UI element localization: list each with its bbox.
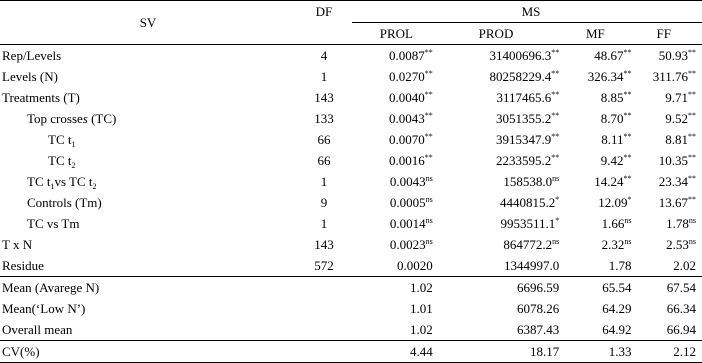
- table-row: [0, 150, 702, 171]
- prol-cell: [352, 171, 433, 192]
- significance: *: [628, 195, 632, 204]
- sv-cell: [0, 171, 296, 192]
- significance: **: [624, 132, 632, 141]
- table-row: [0, 87, 702, 108]
- significance: *: [555, 195, 559, 204]
- significance: **: [624, 174, 632, 183]
- header-sv: SV: [0, 1, 296, 45]
- prol-cell: 1.01: [352, 298, 433, 319]
- significance: **: [551, 48, 559, 57]
- ff-cell: 66.34: [632, 298, 702, 319]
- value: 0.0014: [390, 216, 426, 231]
- significance: **: [688, 153, 696, 162]
- significance: **: [688, 69, 696, 78]
- mf-cell: [559, 66, 631, 87]
- prol-cell: [352, 87, 433, 108]
- value: 0.0020: [397, 258, 433, 273]
- sv-subscript: 2: [71, 161, 75, 170]
- prod-cell: [433, 129, 560, 150]
- value: 864772.2: [503, 237, 552, 252]
- sv-cell: [0, 108, 296, 129]
- table-row: [0, 129, 702, 150]
- significance: *: [555, 216, 559, 225]
- mf-cell: [559, 129, 631, 150]
- sv-cell: Controls (Tm): [0, 192, 296, 213]
- significance: ns: [624, 216, 631, 225]
- value: 8.85: [601, 90, 624, 105]
- table-row: [0, 234, 702, 255]
- value: 31400696.3: [490, 48, 552, 63]
- value: 2.02: [673, 258, 696, 273]
- df-cell: 66: [296, 150, 352, 171]
- significance: **: [425, 90, 433, 99]
- mf-cell: [559, 45, 631, 67]
- value: 0.0043: [390, 174, 426, 189]
- prod-cell: [433, 192, 560, 213]
- significance: **: [551, 69, 559, 78]
- significance: ns: [689, 237, 696, 246]
- value: 311.76: [653, 69, 688, 84]
- prol-cell: [352, 192, 433, 213]
- value: 9.71: [665, 90, 688, 105]
- df-cell: 572: [296, 255, 352, 277]
- prol-cell: [352, 150, 433, 171]
- value: 0.0016: [389, 153, 425, 168]
- sv-cell: Treatments (T): [0, 87, 296, 108]
- prol-cell: [352, 45, 433, 67]
- mf-cell: [559, 234, 631, 255]
- ff-cell: [632, 108, 702, 129]
- header-row-1: [0, 1, 702, 23]
- significance: **: [624, 90, 632, 99]
- significance: **: [551, 90, 559, 99]
- value: 9953511.1: [500, 216, 555, 231]
- header-mf: MF: [559, 23, 631, 45]
- significance: ns: [426, 195, 433, 204]
- value: 9.52: [665, 111, 688, 126]
- ff-cell: [632, 171, 702, 192]
- value: 3117465.6: [496, 90, 551, 105]
- df-cell: 143: [296, 234, 352, 255]
- ff-cell: [632, 234, 702, 255]
- sv-text: TC t: [48, 153, 71, 168]
- value: 2.32: [602, 237, 625, 252]
- significance: **: [624, 153, 632, 162]
- sv-text: vs TC t: [54, 174, 92, 189]
- value: 0.0005: [390, 195, 426, 210]
- ff-cell: [632, 192, 702, 213]
- mf-cell: [559, 213, 631, 234]
- df-cell: [296, 277, 352, 299]
- df-cell: 143: [296, 87, 352, 108]
- significance: **: [551, 111, 559, 120]
- ff-cell: 67.54: [632, 277, 702, 299]
- value: 14.24: [594, 174, 623, 189]
- header-ms: MS: [352, 1, 702, 23]
- table-row: [0, 171, 702, 192]
- header-prol: PROL: [352, 23, 433, 45]
- value: 0.0270: [389, 69, 425, 84]
- prod-cell: [433, 255, 560, 277]
- significance: **: [688, 111, 696, 120]
- mf-cell: 64.29: [559, 298, 631, 319]
- mf-cell: [559, 171, 631, 192]
- mf-cell: [559, 87, 631, 108]
- significance: **: [624, 111, 632, 120]
- sv-text: TC t: [48, 132, 71, 147]
- value: 13.67: [659, 195, 688, 210]
- prod-cell: 6696.59: [433, 277, 560, 299]
- significance: **: [624, 48, 632, 57]
- sv-cell: Mean (Avarege N): [0, 277, 296, 299]
- df-cell: [296, 319, 352, 341]
- ff-cell: 2.12: [632, 341, 702, 363]
- value: 8.11: [601, 132, 623, 147]
- mf-cell: 65.54: [559, 277, 631, 299]
- prod-cell: [433, 108, 560, 129]
- ff-cell: [632, 255, 702, 277]
- sv-cell: [0, 150, 296, 171]
- significance: **: [551, 153, 559, 162]
- sv-cell: Mean(‘Low N’): [0, 298, 296, 319]
- prol-cell: [352, 213, 433, 234]
- sv-text: (TC): [88, 111, 117, 126]
- significance: **: [425, 48, 433, 57]
- df-cell: 4: [296, 45, 352, 67]
- prod-cell: [433, 45, 560, 67]
- table-row: [0, 108, 702, 129]
- ff-cell: 66.94: [632, 319, 702, 341]
- value: 8.70: [601, 111, 624, 126]
- value: 2233595.2: [496, 153, 551, 168]
- prod-cell: [433, 171, 560, 192]
- value: 0.0070: [389, 132, 425, 147]
- summary-row: [0, 319, 702, 341]
- significance: ns: [624, 237, 631, 246]
- prol-cell: [352, 108, 433, 129]
- value: 0.0023: [390, 237, 426, 252]
- header-prod: PROD: [433, 23, 560, 45]
- sv-cell: [0, 129, 296, 150]
- header-ff: FF: [632, 23, 702, 45]
- sv-cell: TC vs Tm: [0, 213, 296, 234]
- table-row: [0, 213, 702, 234]
- value: 1.78: [609, 258, 632, 273]
- value: 4440815.2: [500, 195, 555, 210]
- significance: **: [425, 153, 433, 162]
- value: 158538.0: [503, 174, 552, 189]
- significance: ns: [426, 237, 433, 246]
- sv-cell: Levels (N): [0, 66, 296, 87]
- significance: **: [688, 90, 696, 99]
- prod-cell: 18.17: [433, 341, 560, 363]
- ff-cell: [632, 45, 702, 67]
- df-cell: [296, 298, 352, 319]
- significance: **: [688, 132, 696, 141]
- summary-row: [0, 298, 702, 319]
- sv-subscript: 2: [93, 182, 97, 191]
- table-row: [0, 255, 702, 277]
- value: 10.35: [659, 153, 688, 168]
- summary-row: [0, 277, 702, 299]
- ff-cell: [632, 66, 702, 87]
- value: 1.78: [666, 216, 689, 231]
- prol-cell: 1.02: [352, 319, 433, 341]
- significance: ns: [552, 237, 559, 246]
- prol-cell: 1.02: [352, 277, 433, 299]
- mf-cell: 1.33: [559, 341, 631, 363]
- prod-cell: [433, 150, 560, 171]
- df-cell: 1: [296, 171, 352, 192]
- significance: **: [551, 132, 559, 141]
- sv-subscript: 1: [71, 140, 75, 149]
- sv-text: Top crosse: [27, 111, 83, 126]
- df-cell: 133: [296, 108, 352, 129]
- df-cell: [296, 341, 352, 363]
- prol-cell: [352, 255, 433, 277]
- prod-cell: [433, 213, 560, 234]
- prol-cell: [352, 234, 433, 255]
- value: 23.34: [659, 174, 688, 189]
- df-cell: 1: [296, 213, 352, 234]
- significance: **: [425, 132, 433, 141]
- value: 50.93: [659, 48, 688, 63]
- significance: ns: [552, 174, 559, 183]
- significance: **: [688, 174, 696, 183]
- mf-cell: [559, 150, 631, 171]
- value: 0.0043: [389, 111, 425, 126]
- ff-cell: [632, 150, 702, 171]
- significance: ns: [689, 216, 696, 225]
- value: 326.34: [588, 69, 624, 84]
- significance: **: [624, 69, 632, 78]
- value: 48.67: [594, 48, 623, 63]
- value: 2.53: [666, 237, 689, 252]
- value: 0.0087: [389, 48, 425, 63]
- prod-cell: [433, 87, 560, 108]
- value: 80258229.4: [490, 69, 552, 84]
- sv-text: TC t: [27, 174, 50, 189]
- prol-cell: 4.44: [352, 341, 433, 363]
- ff-cell: [632, 87, 702, 108]
- ff-cell: [632, 213, 702, 234]
- prod-cell: [433, 234, 560, 255]
- value: 12.09: [598, 195, 627, 210]
- prod-cell: [433, 66, 560, 87]
- mf-cell: [559, 255, 631, 277]
- ff-cell: [632, 129, 702, 150]
- value: 1.66: [602, 216, 625, 231]
- sv-cell: Residue: [0, 255, 296, 277]
- mf-cell: [559, 108, 631, 129]
- significance: ns: [426, 216, 433, 225]
- value: 3915347.9: [496, 132, 551, 147]
- mf-cell: [559, 192, 631, 213]
- significance: **: [688, 48, 696, 57]
- prod-cell: 6387.43: [433, 319, 560, 341]
- significance: **: [688, 195, 696, 204]
- prol-cell: [352, 66, 433, 87]
- table-row: [0, 192, 702, 213]
- sv-cell: T x N: [0, 234, 296, 255]
- table-row: [0, 45, 702, 67]
- prod-cell: 6078.26: [433, 298, 560, 319]
- significance: **: [425, 69, 433, 78]
- value: 8.81: [665, 132, 688, 147]
- significance: ns: [426, 174, 433, 183]
- sv-cell: Overall mean: [0, 319, 296, 341]
- df-cell: 9: [296, 192, 352, 213]
- sv-subscript: 1: [50, 182, 54, 191]
- table-row: [0, 66, 702, 87]
- sv-cell: CV(%): [0, 341, 296, 363]
- value: 0.0040: [389, 90, 425, 105]
- sv-text-italic: s: [83, 111, 88, 126]
- cv-row: [0, 341, 702, 363]
- df-cell: 1: [296, 66, 352, 87]
- header-df: DF: [296, 1, 352, 45]
- prol-cell: [352, 129, 433, 150]
- sv-cell: Rep/Levels: [0, 45, 296, 67]
- mf-cell: 64.92: [559, 319, 631, 341]
- value: 9.42: [601, 153, 624, 168]
- value: 1344997.0: [504, 258, 559, 273]
- df-cell: 66: [296, 129, 352, 150]
- value: 3051355.2: [496, 111, 551, 126]
- significance: **: [425, 111, 433, 120]
